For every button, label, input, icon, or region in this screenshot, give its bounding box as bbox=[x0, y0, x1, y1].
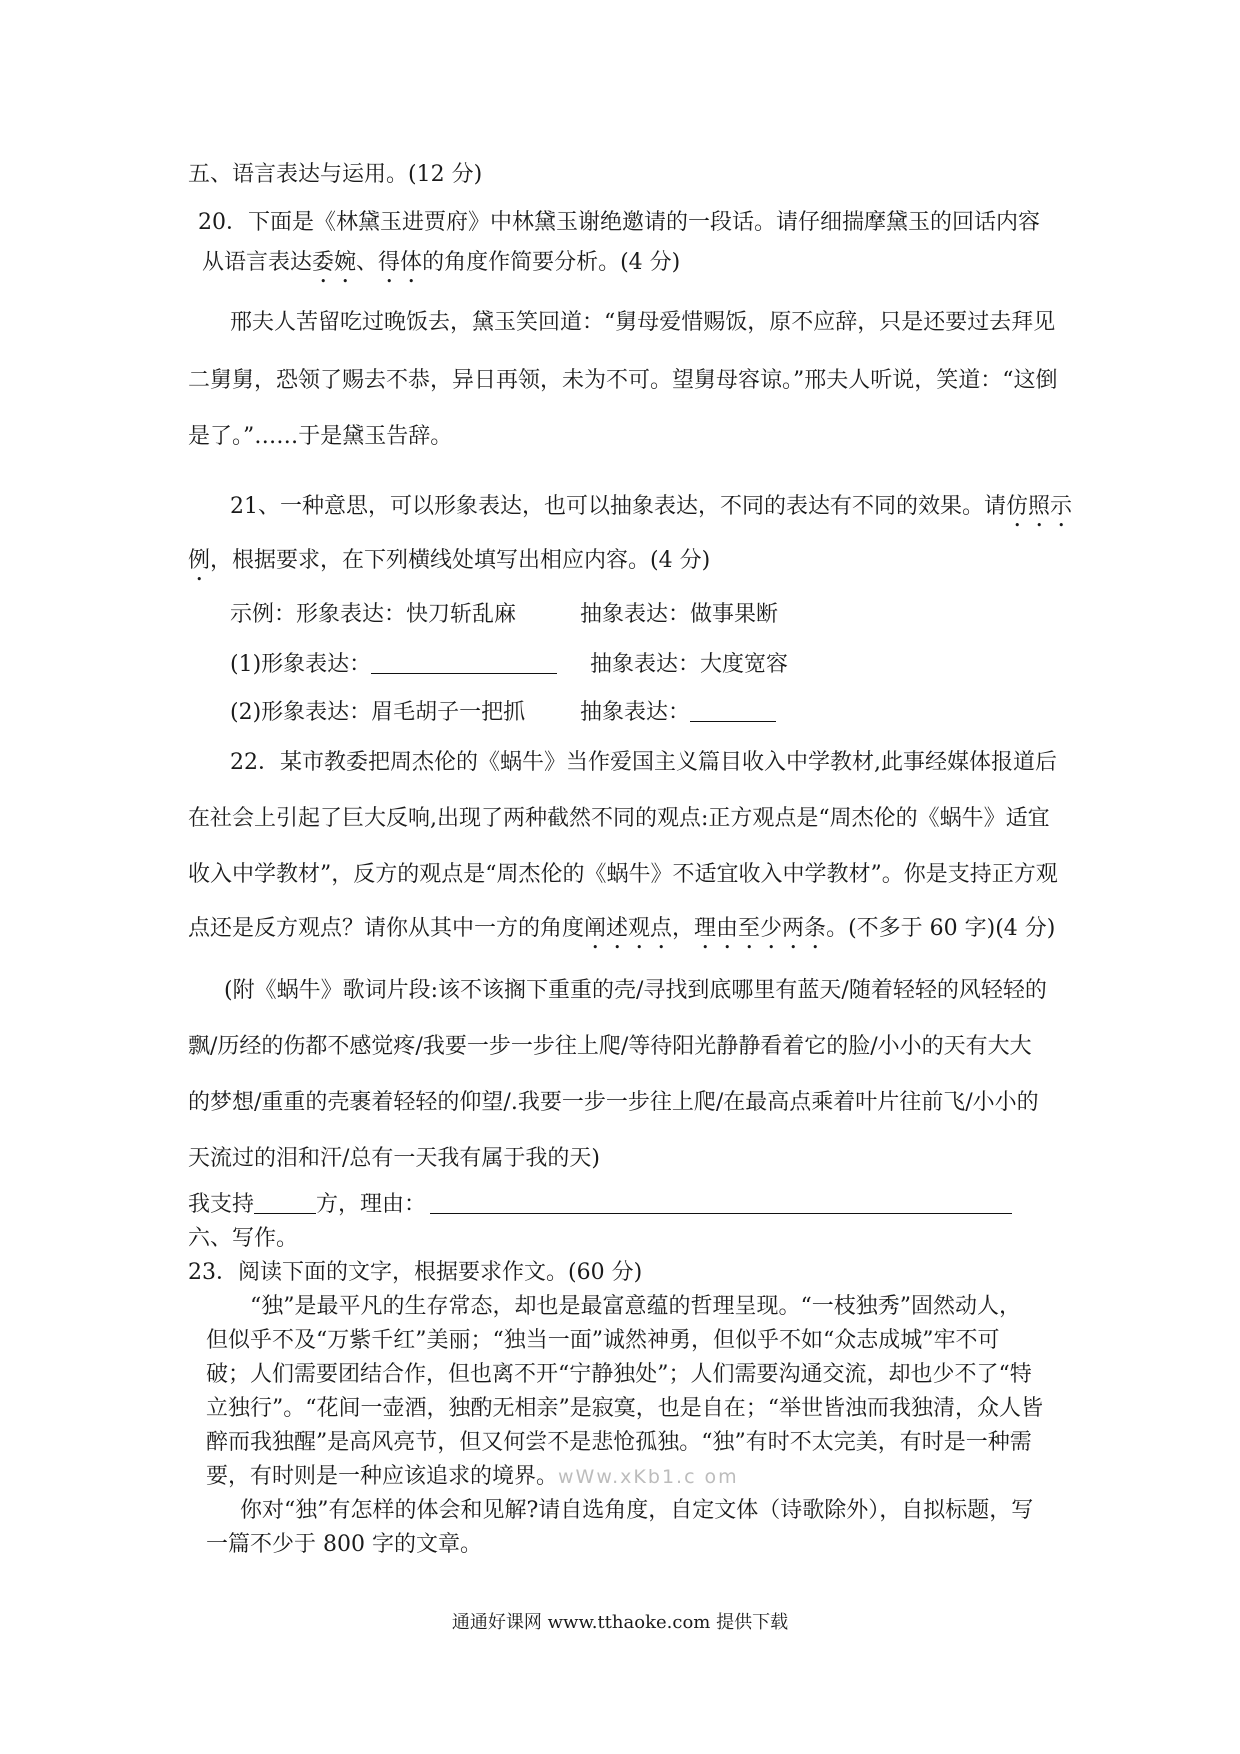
q21-item1-blank[interactable] bbox=[371, 651, 557, 674]
q22-answer-pre: 我支持 bbox=[188, 1192, 255, 1217]
q20-line2 bbox=[202, 248, 680, 288]
q20-emphasis-euphemistic: 委婉 bbox=[312, 250, 357, 275]
q20-line2-sep: 、 bbox=[356, 250, 379, 275]
q21-item2-left: (2)形象表达：眉毛胡子一把抓 bbox=[230, 700, 526, 725]
q21-item2-right bbox=[580, 698, 776, 728]
q21-item2-blank[interactable] bbox=[690, 699, 776, 722]
q22-answer-mid: 方，理由： bbox=[316, 1192, 427, 1217]
q22-line4-sep: ， bbox=[672, 916, 695, 941]
q22-answer-line bbox=[188, 1190, 1012, 1220]
q23-title: 23．阅读下面的文字，根据要求作文。(60 分) bbox=[188, 1260, 643, 1285]
q22-line2: 在社会上引起了巨大反响,出现了两种截然不同的观点:正方观点是“周杰伦的《蜗牛》适宜 bbox=[188, 806, 1050, 831]
q22-emphasis-reasons: 理由至少两条 bbox=[694, 916, 827, 941]
q23-passage-line3: 破；人们需要团结合作，但也离不开“宁静独处”；人们需要沟通交流，却也少不了“特 bbox=[206, 1362, 1032, 1387]
q23-requirement-line1: 你对“独”有怎样的体会和见解?请自选角度，自定文体（诗歌除外），自拟标题，写 bbox=[240, 1498, 1034, 1523]
q23-passage-line5: 醉而我独醒”是高风亮节，但又何尝不是悲怆孤独。“独”有时不太完美，有时是一种需 bbox=[206, 1430, 1032, 1455]
q22-lyric-line4: 天流过的泪和汗/总有一天我有属于我的天) bbox=[188, 1146, 600, 1171]
q22-lyric-line3: 的梦想/重重的壳裹着轻轻的仰望/.我要一步一步往上爬/在最高点乘着叶片往前飞/小小的 bbox=[188, 1090, 1039, 1115]
q21-example-right: 抽象表达：做事果断 bbox=[580, 602, 779, 627]
section5-heading: 五、语言表达与运用。(12 分) bbox=[188, 162, 483, 187]
q20-line1: 20．下面是《林黛玉进贾府》中林黛玉谢绝邀请的一段话。请仔细揣摩黛玉的回话内容 bbox=[198, 210, 1040, 235]
q23-requirement-line2: 一篇不少于 800 字的文章。 bbox=[206, 1532, 482, 1557]
q21-line1 bbox=[230, 492, 1072, 532]
q22-line3: 收入中学教材”，反方的观点是“周杰伦的《蜗牛》不适宜收入中学教材”。你是支持正方观 bbox=[188, 862, 1058, 887]
q22-side-blank[interactable] bbox=[254, 1191, 316, 1214]
q22-emphasis-elaborate: 阐述观点 bbox=[584, 916, 673, 941]
q20-quote-line3: 是了。”……于是黛玉告辞。 bbox=[188, 424, 453, 449]
q21-item1-label: (1)形象表达： bbox=[230, 652, 372, 677]
q21-emphasis-example: 例 bbox=[188, 548, 211, 573]
q23-passage-line6-text: 要，有时则是一种应该追求的境界。 bbox=[206, 1464, 559, 1489]
q23-passage-line4: 立独行”。“花间一壶酒，独酌无相亲”是寂寞，也是自在；“举世皆浊而我独清，众人皆 bbox=[206, 1396, 1043, 1421]
watermark-text: wWw.xKb1.c om bbox=[558, 1466, 739, 1488]
q21-example-left: 示例：形象表达：快刀斩乱麻 bbox=[230, 602, 517, 627]
q23-passage-line1: “独”是最平凡的生存常态，却也是最富意蕴的哲理呈现。“一枝独秀”固然动人， bbox=[250, 1294, 1021, 1319]
q22-reason-blank[interactable] bbox=[430, 1191, 1012, 1214]
q22-line4-post: 。(不多于 60 字)(4 分) bbox=[826, 916, 1056, 941]
q22-lyric-line1: (附《蜗牛》歌词片段:该不该搁下重重的壳/寻找到底哪里有蓝天/随着轻轻的风轻轻的 bbox=[224, 978, 1047, 1003]
q20-emphasis-appropriate: 得体 bbox=[378, 250, 423, 275]
section6-heading: 六、写作。 bbox=[188, 1226, 299, 1251]
q21-item1-right: 抽象表达：大度宽容 bbox=[590, 652, 789, 677]
page-footer: 通通好课网 www.tthaoke.com 提供下载 bbox=[451, 1612, 789, 1633]
q23-passage-line2: 但似乎不及“万紫千红”美丽；“独当一面”诚然神勇，但似乎不如“众志成城”牢不可 bbox=[206, 1328, 1000, 1353]
q20-line2-post: 的角度作简要分析。(4 分) bbox=[422, 250, 681, 275]
q21-item2-label: 抽象表达： bbox=[580, 700, 691, 725]
q22-line4 bbox=[188, 914, 1055, 954]
q21-item1-left bbox=[230, 650, 557, 680]
q22-lyric-line2: 飘/历经的伤都不感觉疼/我要一步一步往上爬/等待阳光静静看着它的脸/小小的天有大大 bbox=[188, 1034, 1032, 1059]
q21-line2-post: ，根据要求，在下列横线处填写出相应内容。(4 分) bbox=[210, 548, 711, 573]
q21-line1-pre: 21、一种意思，可以形象表达，也可以抽象表达，不同的表达有不同的效果。请 bbox=[230, 494, 1006, 519]
q20-quote-line1: 邢夫人苦留吃过晚饭去，黛玉笑回道：“舅母爱惜赐饭，原不应辞，只是还要过去拜见 bbox=[230, 310, 1056, 335]
q23-passage-line6 bbox=[206, 1462, 739, 1492]
q20-quote-line2: 二舅舅，恐领了赐去不恭，异日再领，未为不可。望舅母容谅。”邢夫人听说，笑道：“这倒 bbox=[188, 368, 1058, 393]
q21-emphasis-imitate: 仿照示 bbox=[1006, 494, 1073, 519]
q22-line4-pre: 点还是反方观点？请你从其中一方的角度 bbox=[188, 916, 585, 941]
q21-line2 bbox=[188, 546, 710, 586]
q20-line2-pre: 从语言表达 bbox=[202, 250, 313, 275]
q22-line1: 22．某市教委把周杰伦的《蜗牛》当作爱国主义篇目收入中学教材,此事经媒体报道后 bbox=[230, 750, 1057, 775]
